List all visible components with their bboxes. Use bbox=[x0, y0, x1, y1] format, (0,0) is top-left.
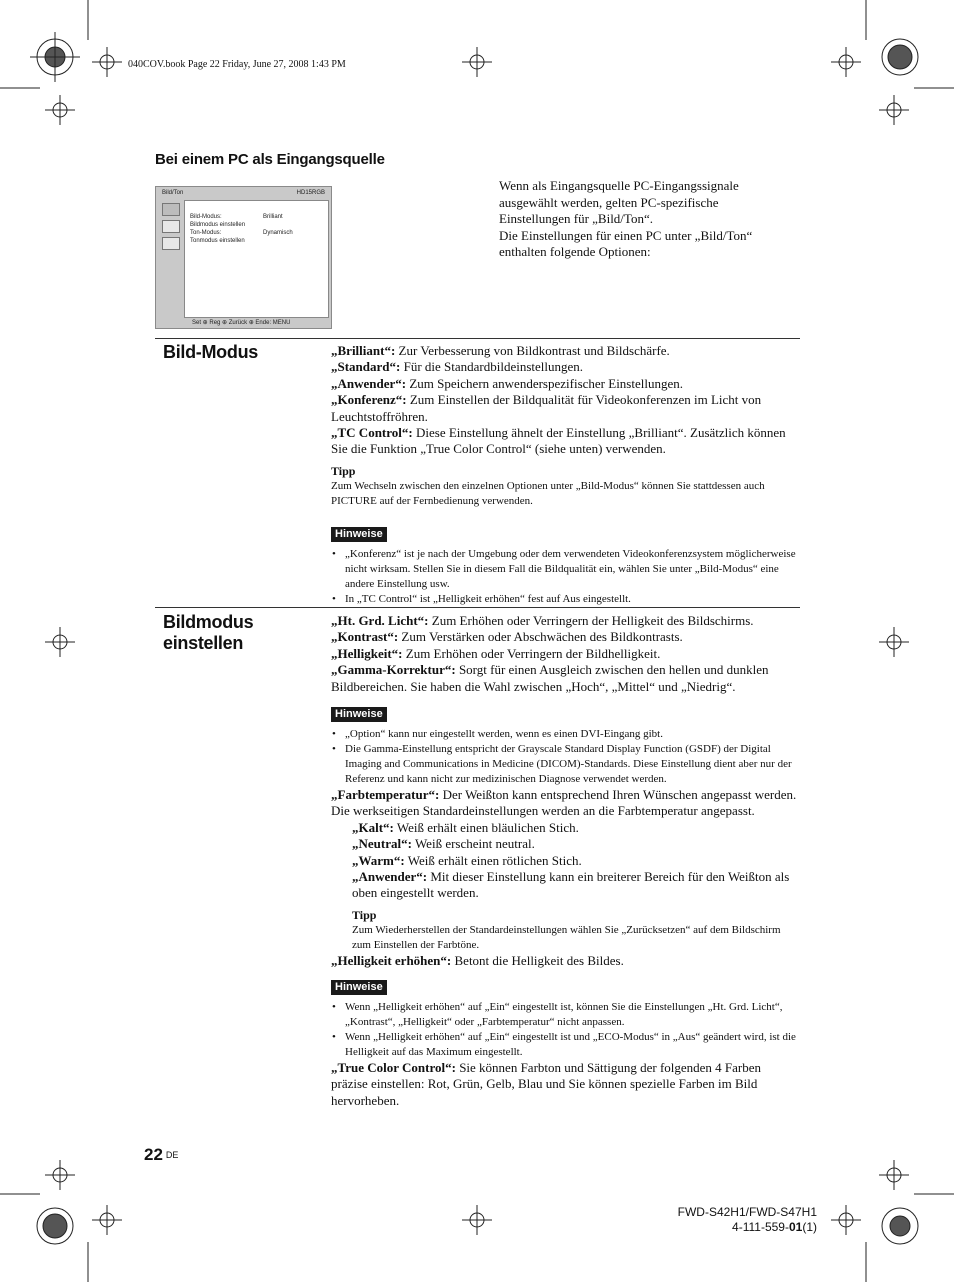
note-item: • Wenn „Helligkeit erhöhen“ auf „Ein“ eingestellt ist und „ECO-Modus“ in „Aus“ geändert wird, ist die Helligkeit auf das Maximum eingestellt. bbox=[331, 1030, 801, 1060]
option-item bbox=[331, 953, 801, 969]
farbtemperatur-suboptions bbox=[352, 820, 801, 953]
tip-label: Tipp bbox=[352, 907, 377, 922]
page-number-value: 22 bbox=[144, 1145, 163, 1164]
option-item bbox=[331, 1060, 801, 1109]
option-label: „Anwender“: bbox=[352, 869, 428, 885]
option-label: „Helligkeit“: bbox=[331, 645, 403, 661]
option-label: „True Color Control“: bbox=[331, 1059, 456, 1075]
osd-pane bbox=[184, 200, 329, 318]
option-item bbox=[331, 359, 801, 375]
option-item bbox=[331, 343, 801, 359]
note-item: • „Option“ kann nur eingestellt werden, wenn es einen DVI-Eingang gibt. bbox=[331, 727, 801, 742]
section-title: Bei einem PC als Eingangsquelle bbox=[155, 151, 385, 168]
intro-line: enthalten folgende Optionen: bbox=[499, 244, 651, 259]
intro-line: Einstellungen für „Bild/Ton“. bbox=[499, 211, 653, 226]
option-item bbox=[331, 425, 801, 458]
option-label: „Kalt“: bbox=[352, 819, 394, 835]
notes-list bbox=[331, 1000, 801, 1060]
option-text: Zum Erhöhen oder Verringern der Helligkeit des Bildschirms. bbox=[428, 613, 754, 628]
option-text: Der Weißton kann entsprechend Ihren Wünschen angepasst werden. Die werkseitigen Standardeinstellungen werden an die Farbtemperatur angepasst. bbox=[331, 787, 797, 819]
option-label: „Helligkeit erhöhen“: bbox=[331, 953, 452, 969]
osd-menu-value bbox=[263, 221, 293, 229]
intro-text bbox=[499, 178, 799, 261]
option-label: „Ht. Grd. Licht“: bbox=[331, 613, 429, 628]
bildmodus-einstellen-heading bbox=[163, 612, 253, 654]
option-text: Zum Speichern anwenderspezifischer Einstellungen. bbox=[406, 375, 683, 391]
osd-menu-labels bbox=[190, 213, 245, 245]
part-bold: 01 bbox=[788, 1220, 803, 1234]
section-divider bbox=[155, 338, 800, 339]
notes-list bbox=[331, 547, 801, 607]
option-text: Zur Verbesserung von Bildkontrast und Bildschärfe. bbox=[395, 343, 670, 358]
option-text: Betont die Helligkeit des Bildes. bbox=[451, 953, 624, 969]
part-suffix: (1) bbox=[802, 1220, 817, 1234]
option-text: Zum Einstellen der Bildqualität für Videokonferenzen im Licht von Leuchtstoffröhren. bbox=[331, 392, 762, 424]
page-number bbox=[144, 1145, 178, 1165]
tip-text: Zum Wechseln zwischen den einzelnen Optionen unter „Bild-Modus“ können Sie stattdessen auch PICTURE auf der Fernbedienung verwenden. bbox=[331, 480, 765, 508]
setup-icon bbox=[162, 220, 180, 233]
option-label: „Konferenz“: bbox=[331, 392, 407, 408]
sub-option-item bbox=[352, 869, 801, 902]
page-language: DE bbox=[165, 1150, 179, 1160]
tip-label: Tipp bbox=[331, 463, 356, 478]
option-text: Weiß erhält einen rötlichen Stich. bbox=[404, 852, 582, 868]
option-item bbox=[331, 376, 801, 392]
option-text: Für die Standardbildeinstellungen. bbox=[400, 359, 584, 375]
option-item bbox=[331, 392, 801, 425]
picture-icon bbox=[162, 203, 180, 216]
notes-badge: Hinweise bbox=[331, 527, 387, 542]
heading-line: einstellen bbox=[163, 633, 244, 653]
intro-line: Die Einstellungen für einen PC unter „Bild/Ton“ bbox=[499, 227, 753, 243]
osd-menu-value: Brilliant bbox=[263, 214, 283, 220]
option-label: „Kontrast“: bbox=[331, 629, 399, 645]
note-item: • Wenn „Helligkeit erhöhen“ auf „Ein“ eingestellt ist, können Sie die Einstellungen „Ht. Grd. Licht“, „Kontrast“, „Helligkeit“ oder „Farbtemperatur“ nicht anpassen. bbox=[331, 1000, 801, 1030]
heading-line: Bildmodus bbox=[163, 612, 254, 632]
osd-menu-item: Bild-Modus: bbox=[190, 214, 222, 220]
osd-menu-item: Tonmodus einstellen bbox=[190, 238, 245, 244]
bild-modus-heading: Bild-Modus bbox=[163, 342, 258, 362]
osd-menu-item: Ton-Modus: bbox=[190, 230, 222, 236]
option-text: Weiß erhält einen bläulichen Stich. bbox=[393, 819, 579, 835]
note-item: • Die Gamma-Einstellung entspricht der Grayscale Standard Display Function (GSDF) der Digital Imaging and Communications in Medicine (DICOM)-Standards. Diese Einstellung dient aber nur der Referenz und kann nicht zur medizinischen Diagnose verwendet werden. bbox=[331, 742, 801, 787]
intro-line: Wenn als Eingangsquelle PC-Eingangssignale bbox=[499, 178, 739, 193]
sub-option-item bbox=[352, 853, 801, 869]
print-header-note: 040COV.book Page 22 Friday, June 27, 2008 1:43 PM bbox=[128, 59, 346, 70]
option-text: Mit dieser Einstellung kann ein breiterer Bereich für den Weißton als oben eingestellt werden. bbox=[352, 869, 790, 901]
tip-text: Zum Wiederherstellen der Standardeinstellungen wählen Sie „Zurücksetzen“ auf dem Bildschirm zum Einstellen der Farbtöne. bbox=[352, 924, 781, 952]
option-text: Sie können Farbton und Sättigung der folgenden 4 Farben präzise einstellen: Rot, Grün, Gelb, Blau und Sie können spezielle Farben im Bild hervorheben. bbox=[331, 1059, 762, 1108]
model-info bbox=[640, 1205, 817, 1235]
option-item bbox=[331, 662, 801, 695]
osd-title: Bild/Ton bbox=[162, 190, 184, 196]
option-label: „Gamma-Korrektur“: bbox=[331, 662, 456, 678]
option-label: „Neutral“: bbox=[352, 836, 412, 852]
option-label: „TC Control“: bbox=[331, 425, 413, 441]
option-label: „Anwender“: bbox=[331, 375, 407, 391]
osd-source: HD15RGB bbox=[296, 190, 325, 196]
sub-option-item bbox=[352, 836, 801, 852]
option-text: Sorgt für einen Ausgleich zwischen den hellen und dunklen Bildbereichen. Sie haben die Wahl zwischen „Hoch“, „Mittel“ und „Niedrig“. bbox=[331, 662, 769, 694]
osd-footer: Set ⊕ Reg ⊕ Zurück ⊕ Ende: MENU bbox=[192, 320, 291, 326]
option-item bbox=[331, 646, 801, 662]
list-icon bbox=[162, 237, 180, 250]
sub-option-item bbox=[352, 820, 801, 836]
notes-badge: Hinweise bbox=[331, 980, 387, 995]
option-label: „Warm“: bbox=[352, 852, 405, 868]
part-number bbox=[640, 1220, 817, 1235]
option-text: Diese Einstellung ähnelt der Einstellung „Brilliant“. Zusätzlich können Sie die Funktion „True Color Control“ (siehe unten) verwenden. bbox=[331, 425, 786, 457]
model-number: FWD-S42H1/FWD-S47H1 bbox=[677, 1205, 817, 1219]
option-label: „Brilliant“: bbox=[331, 343, 396, 358]
section-divider bbox=[155, 607, 800, 608]
osd-menu-value: Dynamisch bbox=[263, 230, 293, 236]
option-label: „Standard“: bbox=[331, 359, 401, 375]
option-item bbox=[331, 613, 801, 629]
osd-menu-value bbox=[263, 237, 293, 245]
notes-badge: Hinweise bbox=[331, 707, 387, 722]
option-text: Weiß erscheint neutral. bbox=[411, 836, 535, 852]
option-item bbox=[331, 629, 801, 645]
osd-menu-screenshot bbox=[155, 186, 332, 329]
bild-modus-content bbox=[331, 343, 801, 607]
osd-menu-values bbox=[263, 213, 293, 245]
intro-line: ausgewählt werden, gelten PC-spezifische bbox=[499, 194, 719, 210]
option-text: Zum Verstärken oder Abschwächen des Bildkontrasts. bbox=[398, 629, 683, 645]
note-item: • In „TC Control“ ist „Helligkeit erhöhen“ fest auf Aus eingestellt. bbox=[331, 592, 801, 607]
option-text: Zum Erhöhen oder Verringern der Bildhelligkeit. bbox=[402, 645, 661, 661]
option-item bbox=[331, 787, 801, 820]
option-label: „Farbtemperatur“: bbox=[331, 787, 440, 803]
bildmodus-einstellen-content bbox=[331, 613, 801, 1109]
part-prefix: 4-111-559- bbox=[732, 1220, 789, 1234]
note-item: • „Konferenz“ ist je nach der Umgebung oder dem verwendeten Videokonferenzsystem möglicherweise nicht wirksam. Stellen Sie in diesem Fall die Bildqualität ein, wählen Sie unter „Bild-Modus“ eine andere Einstellung usw. bbox=[331, 547, 801, 592]
notes-list bbox=[331, 727, 801, 787]
osd-menu-item: Bildmodus einstellen bbox=[190, 222, 246, 228]
